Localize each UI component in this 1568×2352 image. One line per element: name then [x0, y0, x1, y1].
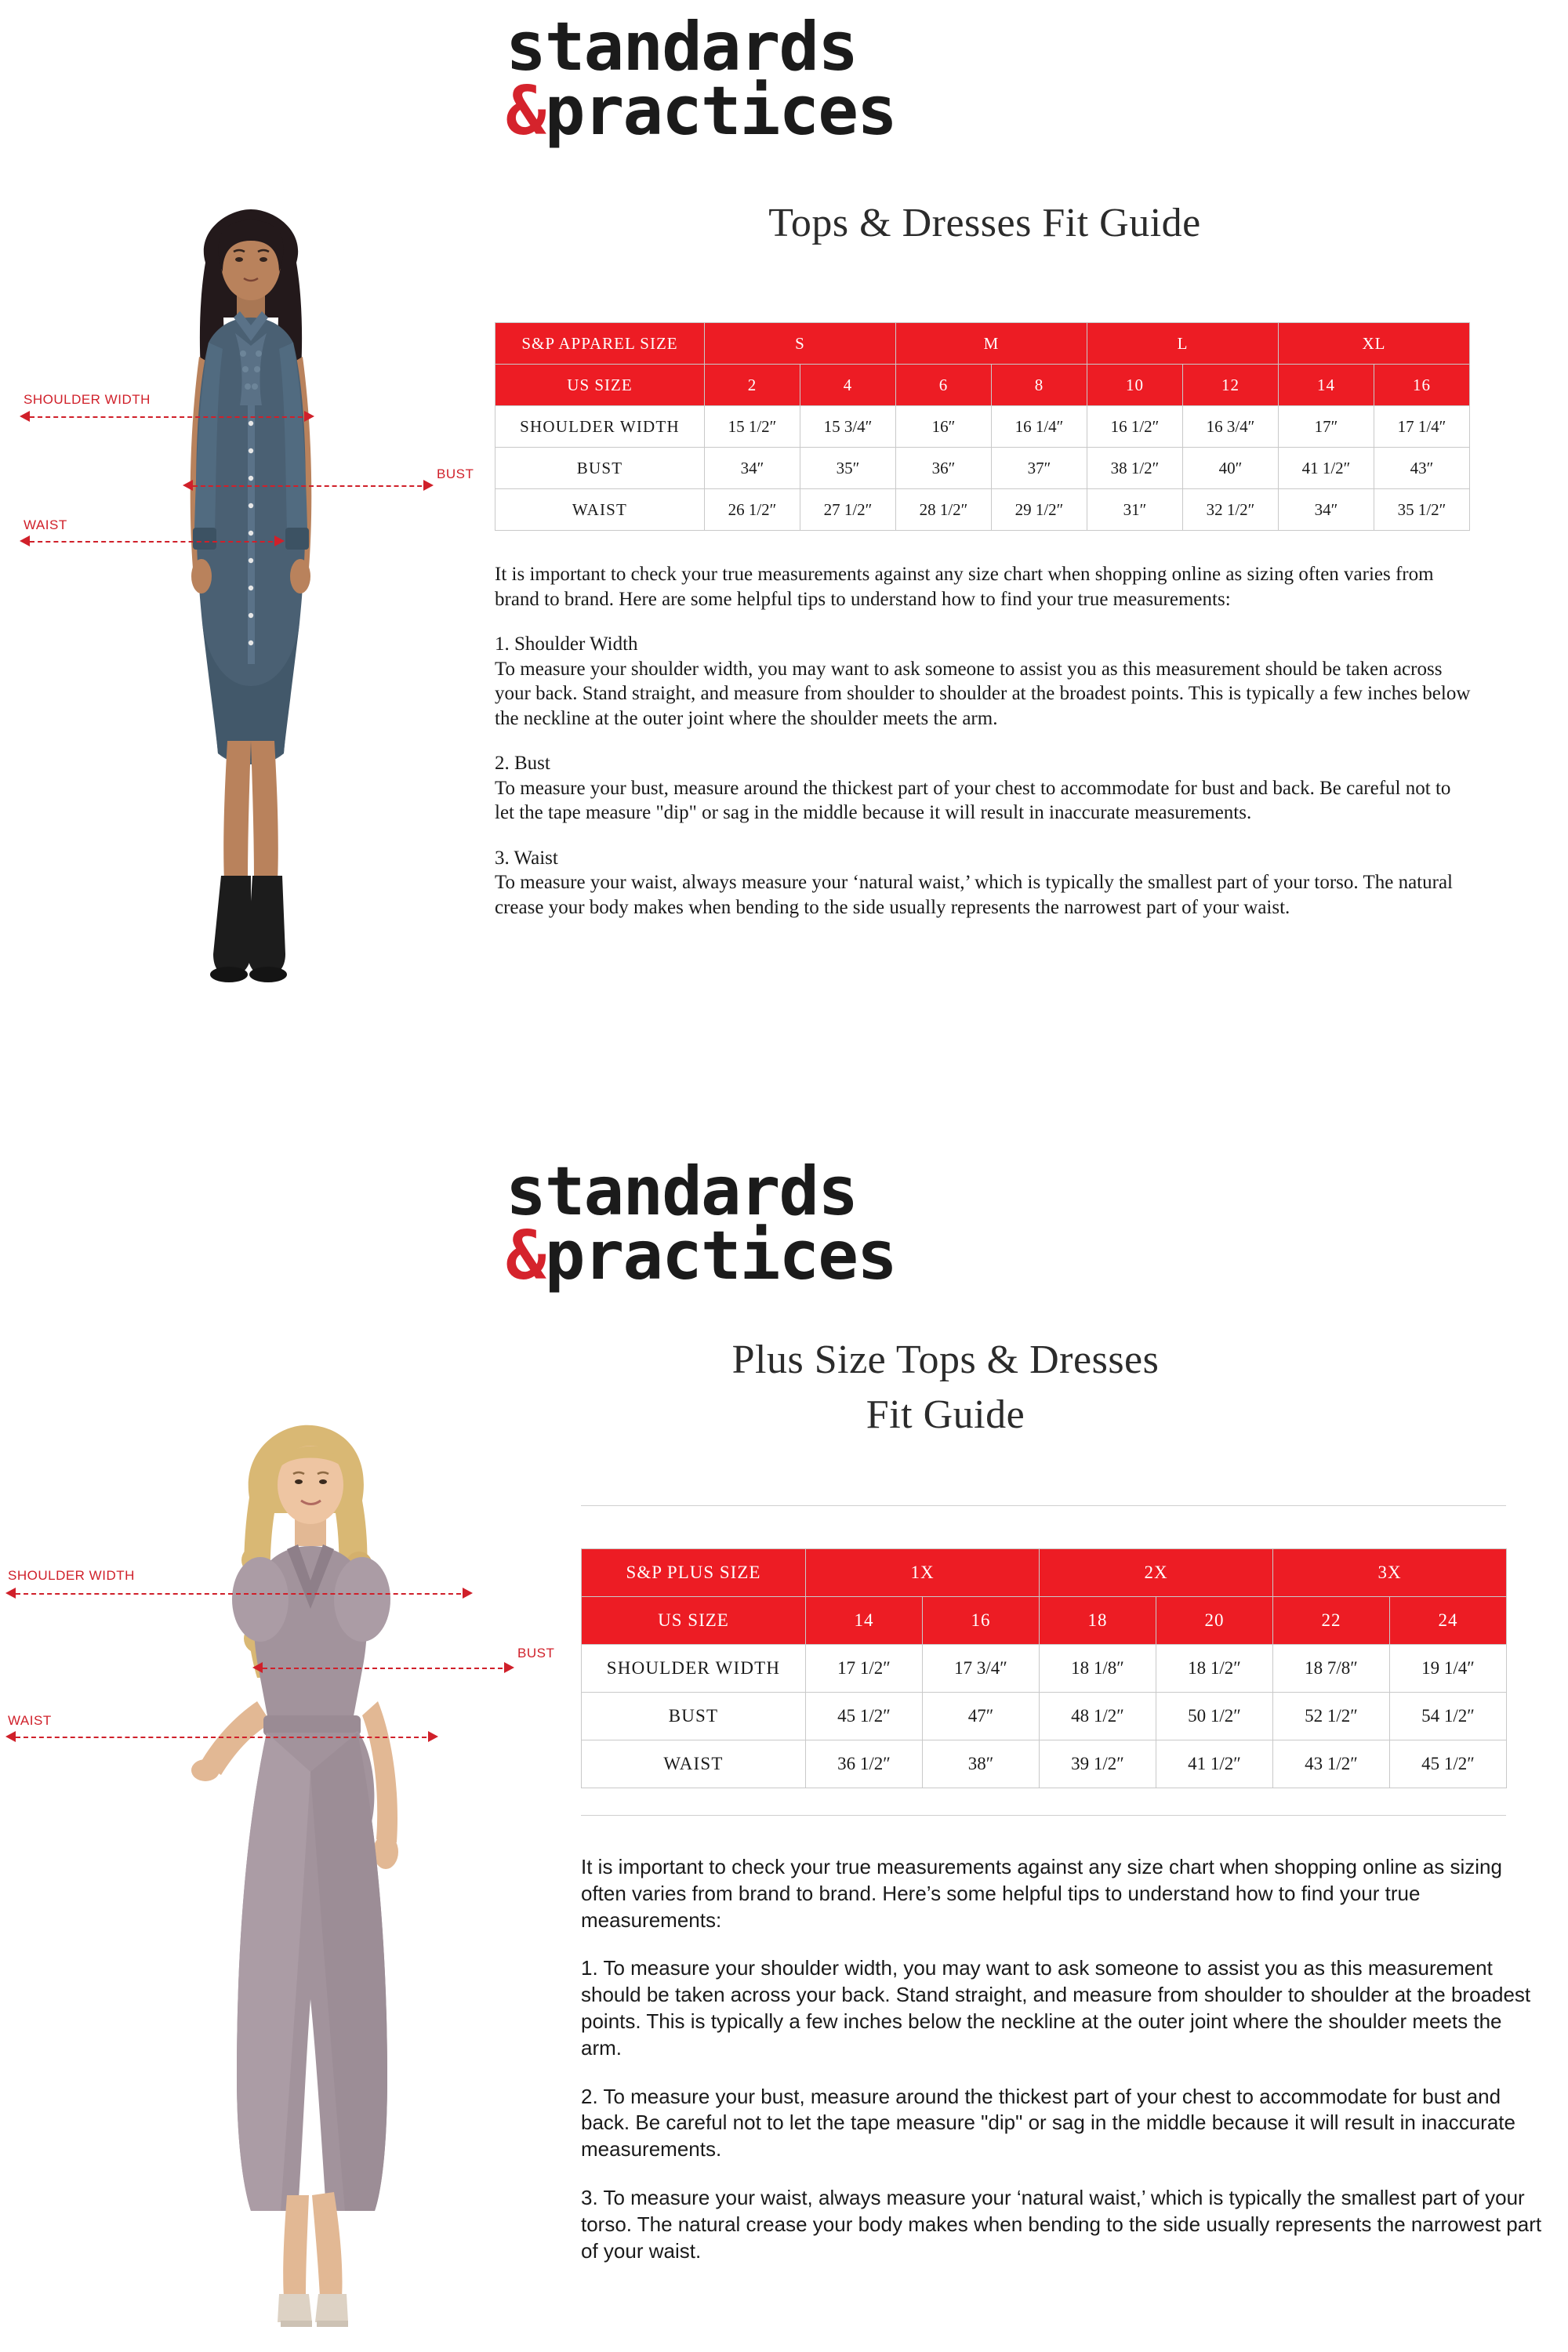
model-illustration-plus [149, 1403, 478, 2344]
us-size-plus-1: 16 [923, 1597, 1040, 1645]
cell-plus-bust-0: 45 1/2″ [806, 1693, 923, 1740]
cell-plus-shoulder-2: 18 1/8″ [1040, 1645, 1156, 1693]
cell-bust-2: 36″ [896, 448, 992, 489]
us-size-5: 12 [1183, 365, 1279, 406]
annotation-shoulder-width-1: SHOULDER WIDTH [24, 392, 151, 407]
cell-plus-bust-5: 54 1/2″ [1390, 1693, 1507, 1740]
us-size-4: 10 [1087, 365, 1183, 406]
annotation-arrow-shoulder-right-2 [463, 1588, 473, 1599]
section1-tip1-text: To measure your shoulder width, you may want to ask someone to assist you as this measurement should be taken across your back. Stand straight, and measure from shoulder to shoulder at the broadest points. This is typically a few inches below the neckline at the outer joint where the shoulder meets the arm. [495, 658, 1471, 729]
section1-tip2-heading: 2. Bust [495, 753, 550, 774]
cell-plus-shoulder-3: 18 1/2″ [1156, 1645, 1273, 1693]
brand-logo-line2 [506, 71, 896, 151]
table-row-bust [495, 448, 1470, 489]
annotation-arrow-waist-left-2 [5, 1731, 16, 1742]
cell-shoulder-5: 16 3/4″ [1183, 406, 1279, 448]
divider-below-table2 [581, 1815, 1506, 1816]
row-label-waist: WAIST [495, 489, 705, 531]
annotation-line-bust-1 [193, 485, 430, 487]
cell-plus-bust-4: 52 1/2″ [1273, 1693, 1390, 1740]
header-size-m: M [896, 323, 1087, 365]
cell-plus-waist-3: 41 1/2″ [1156, 1740, 1273, 1788]
header-size-1x: 1X [806, 1549, 1040, 1597]
cell-plus-waist-4: 43 1/2″ [1273, 1740, 1390, 1788]
header-us-size-plus: US SIZE [582, 1597, 806, 1645]
header-size-l: L [1087, 323, 1279, 365]
cell-bust-6: 41 1/2″ [1279, 448, 1374, 489]
section1-tip2-text: To measure your bust, measure around the thickest part of your chest to accommodate for bust and back. Be careful not to let the tape measure "dip" or sag in the middle because it will result in inaccurate measurements. [495, 777, 1451, 823]
cell-plus-waist-0: 36 1/2″ [806, 1740, 923, 1788]
cell-shoulder-4: 16 1/2″ [1087, 406, 1183, 448]
us-size-6: 14 [1279, 365, 1374, 406]
brand-logo-practices: practices [544, 71, 896, 151]
table-row-plus-size [582, 1549, 1507, 1597]
row-label-shoulder-width: SHOULDER WIDTH [495, 406, 705, 448]
cell-plus-bust-3: 50 1/2″ [1156, 1693, 1273, 1740]
cell-plus-shoulder-4: 18 7/8″ [1273, 1645, 1390, 1693]
us-size-2: 6 [896, 365, 992, 406]
us-size-7: 16 [1374, 365, 1470, 406]
cell-bust-7: 43″ [1374, 448, 1470, 489]
section2-title-line1: Plus Size Tops & Dresses [731, 1338, 1160, 1382]
section2-paragraph-1: It is important to check your true measurements against any size chart when shopping online as sizing often varies from brand to brand. Here’s some helpful tips to understand how to find your true measurements: [581, 1855, 1502, 1932]
section1-intro: It is important to check your true measurements against any size chart when shopping online as sizing often varies from brand to brand. Here are some helpful tips to understand how to find your true measurements: [495, 564, 1434, 610]
section2-body-copy [581, 1854, 1544, 2286]
annotation-arrow-bust-left-2 [252, 1662, 263, 1673]
us-size-plus-0: 14 [806, 1597, 923, 1645]
cell-bust-0: 34″ [705, 448, 800, 489]
cell-plus-shoulder-5: 19 1/4″ [1390, 1645, 1507, 1693]
brand-ampersand-bottom: & [506, 1216, 545, 1295]
cell-plus-waist-5: 45 1/2″ [1390, 1740, 1507, 1788]
header-size-xl: XL [1279, 323, 1470, 365]
annotation-waist-1: WAIST [24, 517, 67, 532]
cell-shoulder-1: 15 3/4″ [800, 406, 896, 448]
model-illustration-denim [118, 200, 384, 1141]
section1-tip3-text: To measure your waist, always measure your ‘natural waist,’ which is typically the smallest part of your torso. The natural crease your body makes when bending to the side usually represents the narrowest part of your waist. [495, 872, 1453, 918]
section2-paragraph-4: 3. To measure your waist, always measure your ‘natural waist,’ which is typically the smallest part of your torso. The natural crease your body makes when bending to the side usually represents the narrowest part of your waist. [581, 2185, 1542, 2263]
us-size-3: 8 [992, 365, 1087, 406]
size-chart-plus [581, 1548, 1507, 1788]
annotation-arrow-waist-right-2 [428, 1731, 438, 1742]
table-row-shoulder-width [495, 406, 1470, 448]
cell-plus-bust-2: 48 1/2″ [1040, 1693, 1156, 1740]
cell-shoulder-6: 17″ [1279, 406, 1374, 448]
cell-shoulder-2: 16″ [896, 406, 992, 448]
table-row-shoulder-width-plus [582, 1645, 1507, 1693]
section1-tip3-heading: 3. Waist [495, 847, 558, 869]
table-row-waist-plus [582, 1740, 1507, 1788]
annotation-bust-2: BUST [517, 1646, 555, 1661]
us-size-0: 2 [705, 365, 800, 406]
brand-logo-line2-bottom [506, 1216, 896, 1295]
annotation-arrow-bust-right-1 [423, 480, 434, 491]
annotation-line-shoulder-2 [16, 1593, 469, 1595]
annotation-line-waist-2 [16, 1737, 434, 1738]
row-label-bust-plus: BUST [582, 1693, 806, 1740]
size-chart-standard [495, 322, 1470, 531]
annotation-bust-1: BUST [437, 466, 474, 481]
us-size-plus-2: 18 [1040, 1597, 1156, 1645]
section1-title: Tops & Dresses Fit Guide [768, 201, 1201, 245]
cell-waist-5: 32 1/2″ [1183, 489, 1279, 531]
brand-logo-top [506, 8, 896, 151]
annotation-arrow-waist-left-1 [20, 535, 30, 546]
section1-body-copy [495, 562, 1473, 940]
cell-plus-shoulder-1: 17 3/4″ [923, 1645, 1040, 1693]
header-apparel-size: S&P APPAREL SIZE [495, 323, 705, 365]
cell-waist-3: 29 1/2″ [992, 489, 1087, 531]
model-photo-denim-dress [118, 200, 384, 1141]
divider-above-table2 [581, 1505, 1506, 1506]
cell-shoulder-3: 16 1/4″ [992, 406, 1087, 448]
annotation-arrow-shoulder-left-1 [20, 411, 30, 422]
annotation-arrow-waist-right-1 [274, 535, 285, 546]
section2-paragraph-3: 2. To measure your bust, measure around the thickest part of your chest to accommodate for bust and back. Be careful not to let the tape measure "dip" or sag in the middle because it will result in inaccurate measurements. [581, 2084, 1515, 2161]
cell-shoulder-7: 17 1/4″ [1374, 406, 1470, 448]
table-row-apparel-size [495, 323, 1470, 365]
cell-shoulder-0: 15 1/2″ [705, 406, 800, 448]
cell-plus-waist-1: 38″ [923, 1740, 1040, 1788]
header-size-s: S [705, 323, 896, 365]
annotation-line-shoulder-1 [30, 416, 310, 418]
annotation-arrow-shoulder-left-2 [5, 1588, 16, 1599]
cell-plus-waist-2: 39 1/2″ [1040, 1740, 1156, 1788]
table-row-waist [495, 489, 1470, 531]
cell-waist-4: 31″ [1087, 489, 1183, 531]
brand-logo-line1: standards [506, 8, 857, 86]
annotation-line-waist-1 [30, 541, 281, 543]
row-label-shoulder-width-plus: SHOULDER WIDTH [582, 1645, 806, 1693]
cell-plus-shoulder-0: 17 1/2″ [806, 1645, 923, 1693]
cell-bust-1: 35″ [800, 448, 896, 489]
brand-logo-line1-bottom: standards [506, 1152, 857, 1231]
us-size-plus-5: 24 [1390, 1597, 1507, 1645]
us-size-plus-3: 20 [1156, 1597, 1273, 1645]
us-size-1: 4 [800, 365, 896, 406]
row-label-bust: BUST [495, 448, 705, 489]
annotation-line-bust-2 [263, 1668, 510, 1669]
cell-waist-6: 34″ [1279, 489, 1374, 531]
cell-waist-2: 28 1/2″ [896, 489, 992, 531]
header-us-size: US SIZE [495, 365, 705, 406]
section2-title-line2: Fit Guide [866, 1392, 1025, 1437]
us-size-plus-4: 22 [1273, 1597, 1390, 1645]
annotation-arrow-bust-right-2 [504, 1662, 514, 1673]
cell-bust-3: 37″ [992, 448, 1087, 489]
table-row-bust-plus [582, 1693, 1507, 1740]
brand-ampersand: & [506, 71, 545, 151]
annotation-arrow-shoulder-right-1 [304, 411, 314, 422]
model-photo-mauve-dress [149, 1403, 478, 2344]
header-size-3x: 3X [1273, 1549, 1507, 1597]
section2-paragraph-2: 1. To measure your shoulder width, you may want to ask someone to assist you as this measurement should be taken across your back. Stand straight, and measure from shoulder to shoulder at the broadest points. This is typically a few inches below the neckline at the outer joint where the shoulder meets the arm. [581, 1956, 1531, 2060]
table-row-us-size [495, 365, 1470, 406]
annotation-arrow-bust-left-1 [183, 480, 193, 491]
section1-tip1-heading: 1. Shoulder Width [495, 633, 638, 655]
cell-plus-bust-1: 47″ [923, 1693, 1040, 1740]
cell-waist-0: 26 1/2″ [705, 489, 800, 531]
table-row-us-size-plus [582, 1597, 1507, 1645]
header-size-2x: 2X [1040, 1549, 1273, 1597]
annotation-shoulder-width-2: SHOULDER WIDTH [8, 1568, 135, 1583]
row-label-waist-plus: WAIST [582, 1740, 806, 1788]
cell-waist-1: 27 1/2″ [800, 489, 896, 531]
header-plus-size: S&P PLUS SIZE [582, 1549, 806, 1597]
annotation-waist-2: WAIST [8, 1713, 52, 1728]
cell-waist-7: 35 1/2″ [1374, 489, 1470, 531]
cell-bust-4: 38 1/2″ [1087, 448, 1183, 489]
cell-bust-5: 40″ [1183, 448, 1279, 489]
brand-logo-practices-bottom: practices [544, 1216, 896, 1295]
brand-logo-bottom [506, 1152, 896, 1295]
